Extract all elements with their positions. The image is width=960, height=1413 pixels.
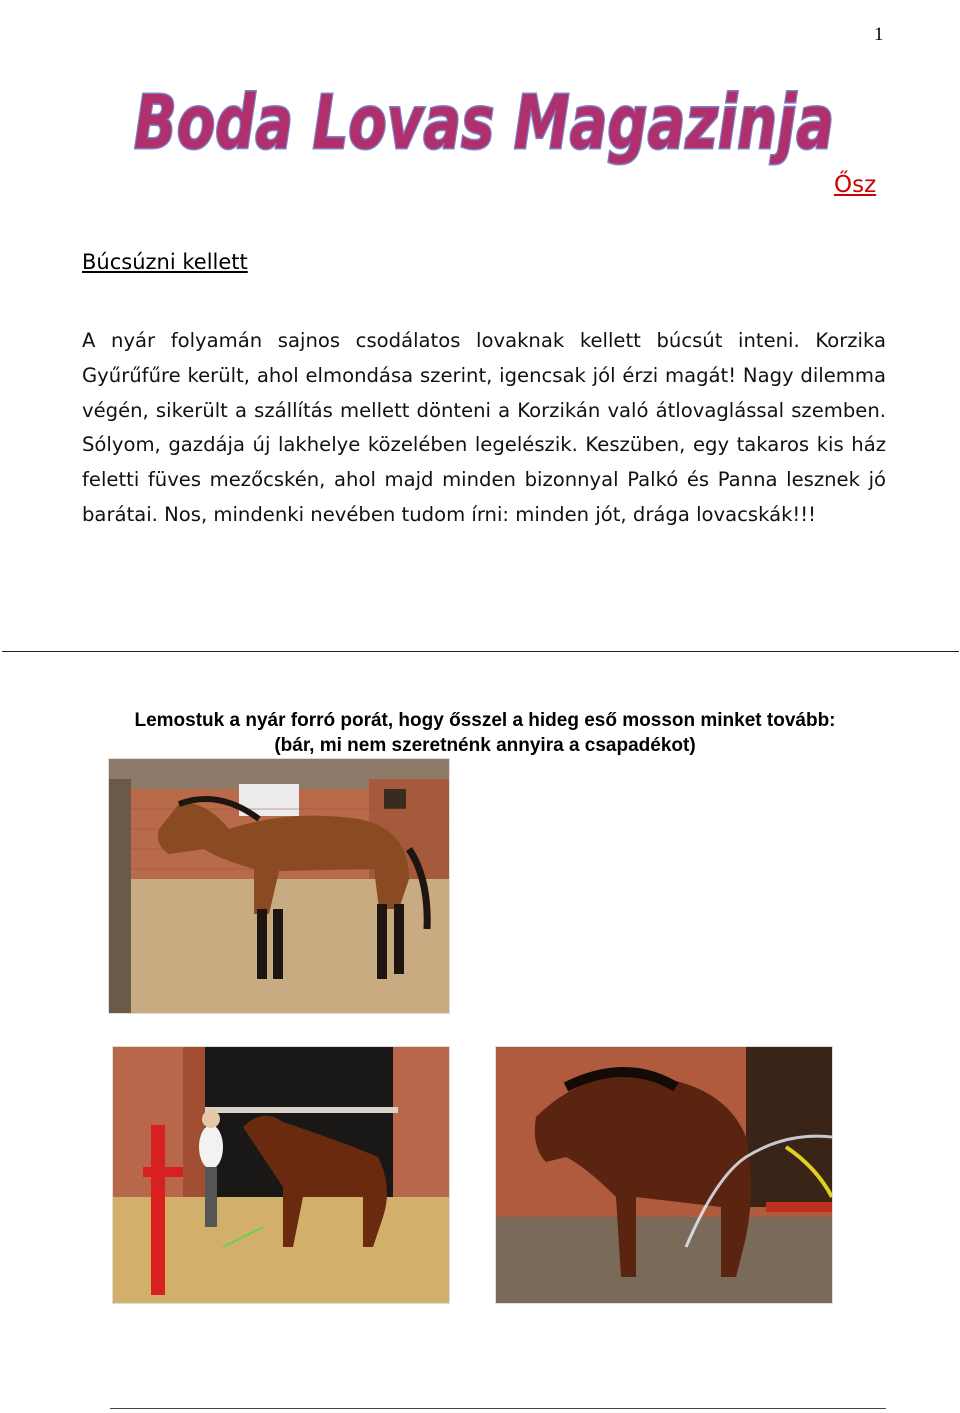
masthead-title: Boda Lovas Magazinja: [134, 80, 834, 166]
photo-caption-line-2: (bár, mi nem szeretnénk annyira a csapadékot): [274, 735, 696, 756]
section-divider: [2, 651, 959, 652]
article-body: A nyár folyamán sajnos csodálatos lovaknak kellett búcsút inteni. Korzika Gyűrűfűre került, ahol elmondása szerint, igencsak jól érzi magát! Nagy dilemma végén, sikerült a szállítás mellett dönteni a Korzikán való átlovaglással szemben. Sólyom, gazdája új lakhelye közelében legelészik. Keszüben, egy takaros kis ház feletti füves mezőcskén, ahol majd minden bizonnyal Palkó és Panna lesznek jó barátai. Nos, mindenki nevében tudom írni: minden jót, drága lovacskák!!!: [82, 329, 886, 526]
masthead-logo: [128, 74, 848, 170]
footer-divider: [110, 1408, 886, 1409]
horse-photo-1: [108, 758, 450, 1014]
article-title: Búcsúzni kellett: [82, 250, 248, 274]
horse-photo-2: [112, 1046, 450, 1304]
page-number: 1: [874, 24, 884, 45]
horse-photo-3: [495, 1046, 833, 1304]
photo-caption: [60, 708, 910, 758]
photo-caption-line-1: Lemostuk a nyár forró porát, hogy ősszel a hideg eső mosson minket tovább:: [134, 710, 836, 731]
season-label: Ősz: [834, 172, 877, 198]
